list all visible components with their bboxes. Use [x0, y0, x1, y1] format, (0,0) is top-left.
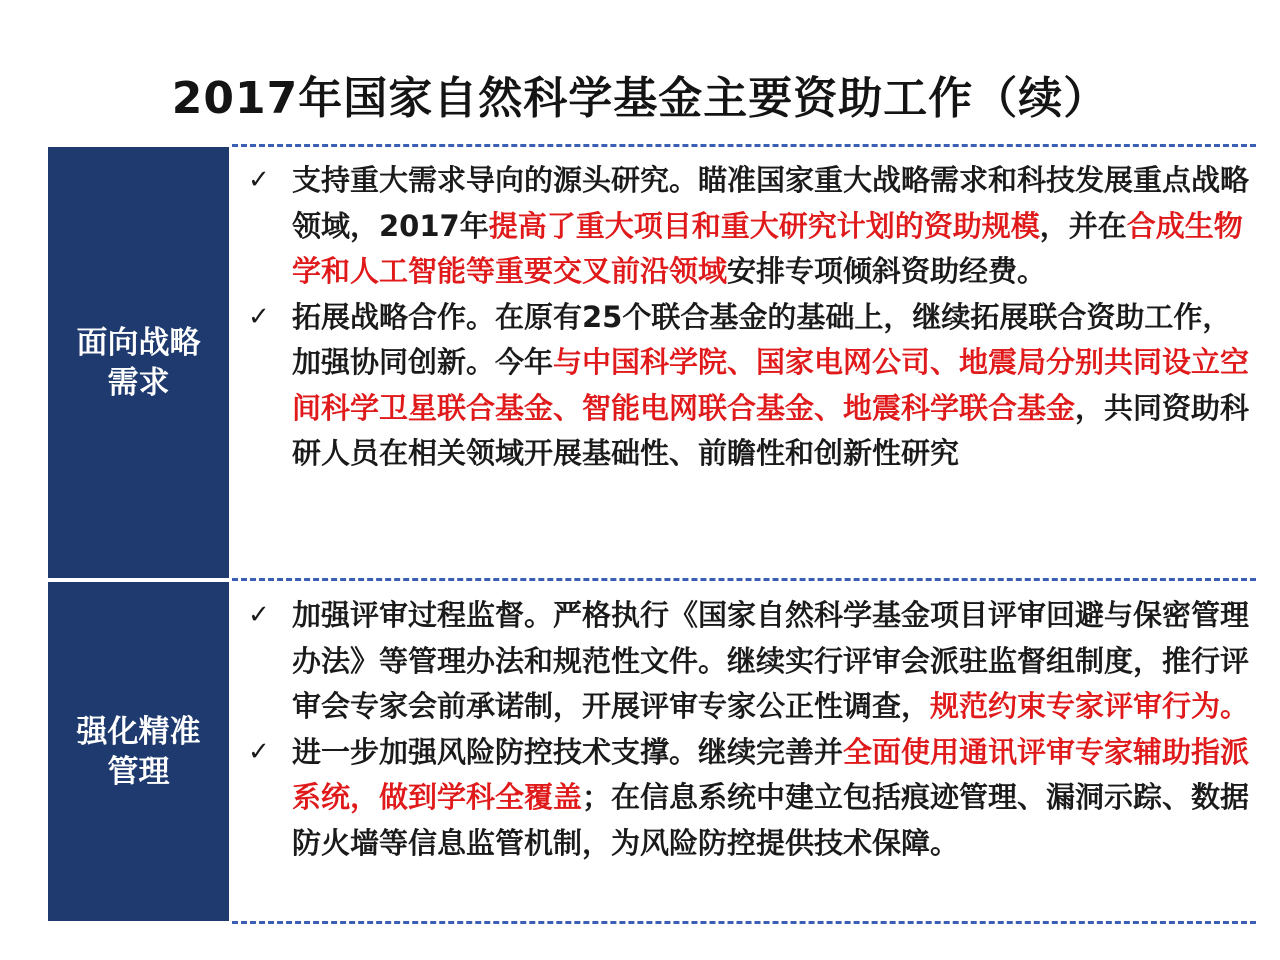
check-icon: ✓	[248, 736, 270, 767]
category-label-line1: 强化精准	[76, 713, 201, 750]
item-text: 加强评审过程监督。严格执行《国家自然科学基金项目评审回避与保密管理办法》等管理办法和规范性文件。继续实行评审会派驻监督组制度，推行评审会专家会前承诺制，开展评审专家公正性调查，规范约束专家评审行为。	[292, 598, 1250, 723]
category-label-line2: 管理	[107, 753, 170, 790]
separator-top	[232, 144, 1256, 147]
bullet-item	[240, 730, 1250, 867]
category-precise-management	[48, 582, 229, 921]
category-strategic-needs	[48, 147, 229, 578]
check-icon: ✓	[248, 600, 270, 630]
section-precise-management	[240, 593, 1250, 866]
check-icon: ✓	[248, 301, 270, 332]
check-icon: ✓	[248, 165, 270, 195]
separator-bottom	[232, 921, 1256, 924]
category-label-line2: 需求	[107, 364, 170, 401]
separator-middle	[232, 578, 1256, 581]
item-text: 拓展战略合作。在原有25个联合基金的基础上，继续拓展联合资助工作，加强协同创新。今年与中国科学院、国家电网公司、地震局分别共同设立空间科学卫星联合基金、智能电网联合基金、地震科学联合基金，共同资助科研人员在相关领域开展基础性、前瞻性和创新性研究	[292, 299, 1250, 470]
category-label-line1: 面向战略	[76, 324, 201, 361]
bullet-item	[240, 158, 1250, 295]
bullet-item	[240, 295, 1250, 477]
item-text: 支持重大需求导向的源头研究。瞄准国家重大战略需求和科技发展重点战略领域，2017年提高了重大项目和重大研究计划的资助规模，并在合成生物学和人工智能等重要交叉前沿领域安排专项倾斜资助经费。	[292, 163, 1250, 288]
section-strategic-needs	[240, 158, 1250, 477]
page-title: 2017年国家自然科学基金主要资助工作（续）	[171, 73, 1109, 124]
item-text: 进一步加强风险防控技术支撑。继续完善并全面使用通讯评审专家辅助指派系统，做到学科全覆盖；在信息系统中建立包括痕迹管理、漏洞示踪、数据防火墙等信息监管机制，为风险防控提供技术保障。	[292, 734, 1250, 860]
bullet-item	[240, 593, 1250, 730]
